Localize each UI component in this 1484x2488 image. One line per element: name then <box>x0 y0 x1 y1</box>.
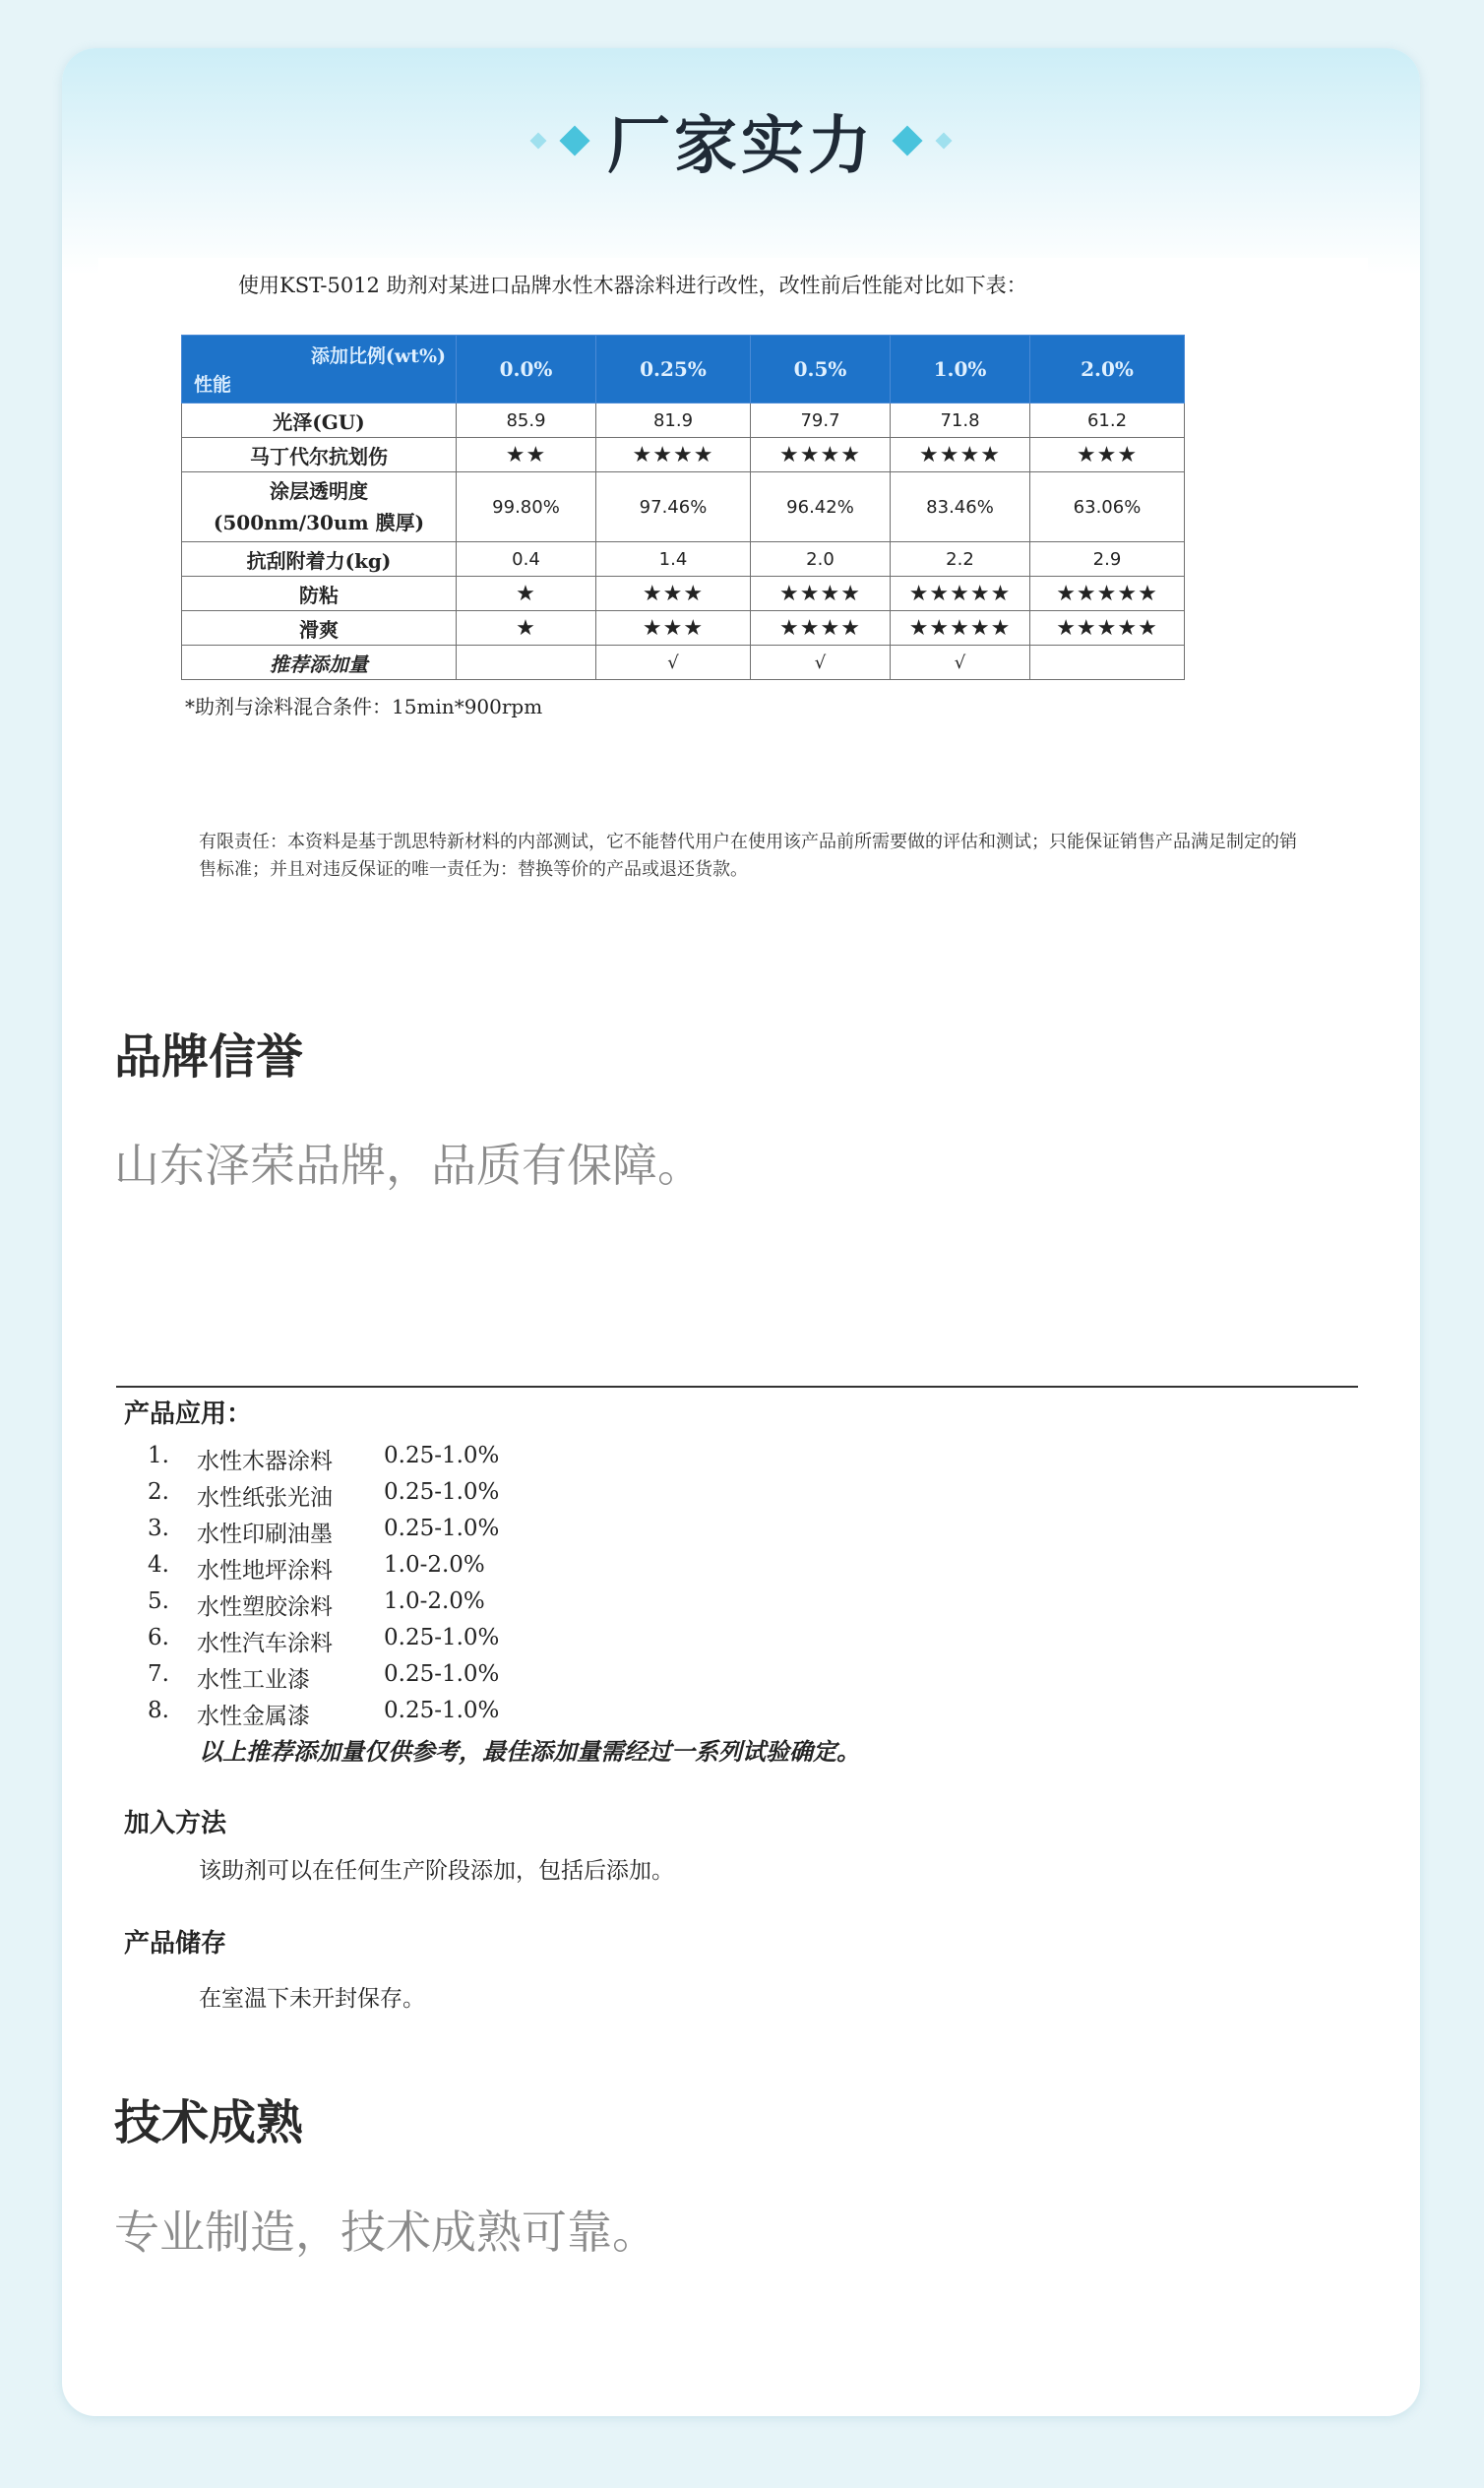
table-cell: 97.46% <box>596 472 751 542</box>
disclaimer-text: 有限责任：本资料是基于凯思特新材料的内部测试，它不能替代用户在使用该产品前所需要做的评估和测试；只能保证销售产品满足制定的销售标准；并且对违反保证的唯一责任为：替换等价的产品或退还货款。 <box>199 832 1297 880</box>
item-range: 0.25-1.0% <box>384 1698 500 1723</box>
table-row <box>182 404 1185 438</box>
item-number: 2. <box>148 1479 169 1505</box>
application-image <box>116 1358 1358 2047</box>
table-cell: ★★★★ <box>596 438 751 472</box>
right-diamonds <box>897 130 950 152</box>
table-cell: 85.9 <box>457 404 596 438</box>
table-cell: 81.9 <box>596 404 751 438</box>
row-label: 马丁代尔抗划伤 <box>182 438 457 472</box>
method-text: 该助剂可以在任何生产阶段添加，包括后添加。 <box>199 1858 674 1884</box>
item-name: 水性木器涂料 <box>197 1449 333 1474</box>
mixing-note: *助剂与涂料混合条件：15min*900rpm <box>185 695 543 718</box>
table-row <box>182 611 1185 646</box>
row-label: 涂层透明度 (500nm/30um 膜厚) <box>182 472 457 542</box>
section-text-tech: 专业制造，技术成熟可靠。 <box>114 2206 657 2259</box>
row-label: 光泽(GU) <box>182 404 457 438</box>
corner-bottom-label: 性能 <box>194 374 232 396</box>
item-number: 7. <box>148 1661 169 1687</box>
item-number: 1. <box>148 1443 169 1468</box>
table-cell: ★★★★ <box>751 611 891 646</box>
table-cell: 96.42% <box>751 472 891 542</box>
table-cell: 2.0 <box>751 542 891 577</box>
table-cell: 99.80% <box>457 472 596 542</box>
table-cell: 61.2 <box>1030 404 1185 438</box>
table-cell: 2.2 <box>891 542 1030 577</box>
method-heading: 加入方法 <box>124 1809 227 1838</box>
table-cell: ★★★★ <box>891 438 1030 472</box>
list-item <box>148 1698 499 1734</box>
table-cell: ★★★★ <box>751 577 891 611</box>
section-heading-brand: 品牌信誉 <box>114 1029 304 1085</box>
table-cell <box>1030 646 1185 680</box>
table-cell: ★★★★★ <box>891 611 1030 646</box>
list-item <box>148 1443 499 1479</box>
table-cell: 63.06% <box>1030 472 1185 542</box>
list-item <box>148 1661 499 1698</box>
table-cell: ★★★★★ <box>1030 611 1185 646</box>
divider-line <box>116 1386 1358 1388</box>
item-name: 水性印刷油墨 <box>197 1522 333 1547</box>
table-cell: √ <box>891 646 1030 680</box>
application-heading: 产品应用： <box>124 1400 253 1429</box>
section-heading-tech: 技术成熟 <box>114 2095 304 2150</box>
item-range: 0.25-1.0% <box>384 1479 500 1505</box>
table-intro: 使用KST-5012 助剂对某进口品牌水性木器涂料进行改性，改性前后性能对比如下表： <box>238 274 1027 297</box>
item-range: 0.25-1.0% <box>384 1625 500 1650</box>
table-cell: ★★★★★ <box>1030 577 1185 611</box>
header-corner-cell <box>182 336 457 404</box>
item-number: 6. <box>148 1625 169 1650</box>
table-cell: 79.7 <box>751 404 891 438</box>
corner-top-label: 添加比例(wt%) <box>310 345 446 367</box>
item-range: 1.0-2.0% <box>384 1588 485 1614</box>
item-name: 水性工业漆 <box>197 1667 310 1693</box>
table-cell: ★ <box>457 577 596 611</box>
table-cell <box>457 646 596 680</box>
diamond-big-icon <box>892 125 922 156</box>
table-cell: 0.4 <box>457 542 596 577</box>
row-label: 抗刮附着力(kg) <box>182 542 457 577</box>
list-item <box>148 1625 499 1661</box>
item-number: 5. <box>148 1588 169 1614</box>
table-row <box>182 542 1185 577</box>
table-cell: 1.4 <box>596 542 751 577</box>
list-item <box>148 1588 499 1625</box>
storage-heading: 产品储存 <box>124 1929 227 1959</box>
table-cell: 2.9 <box>1030 542 1185 577</box>
table-header-row <box>182 336 1185 404</box>
item-range: 0.25-1.0% <box>384 1443 500 1468</box>
table-cell: ★★ <box>457 438 596 472</box>
card-header <box>62 48 1420 275</box>
item-range: 0.25-1.0% <box>384 1661 500 1687</box>
storage-text: 在室温下未开封保存。 <box>199 1986 425 2012</box>
diamond-small-icon <box>530 133 547 150</box>
table-cell: √ <box>596 646 751 680</box>
table-cell: ★★★★★ <box>891 577 1030 611</box>
item-number: 3. <box>148 1516 169 1541</box>
item-range: 0.25-1.0% <box>384 1516 500 1541</box>
table-cell: √ <box>751 646 891 680</box>
column-header: 1.0% <box>891 336 1030 404</box>
table-cell: 71.8 <box>891 404 1030 438</box>
table-cell: ★★★ <box>596 611 751 646</box>
application-list <box>148 1443 499 1734</box>
item-name: 水性纸张光油 <box>197 1485 333 1511</box>
table-cell: ★ <box>457 611 596 646</box>
item-range: 1.0-2.0% <box>384 1552 485 1578</box>
page-title: 厂家实力 <box>607 110 875 183</box>
performance-table-image <box>98 258 1368 966</box>
table-cell: ★★★★ <box>751 438 891 472</box>
title-wrap <box>532 95 950 186</box>
row-label: 推荐添加量 <box>182 646 457 680</box>
table-row <box>182 577 1185 611</box>
table-cell: ★★★ <box>596 577 751 611</box>
row-label: 防粘 <box>182 577 457 611</box>
table-row <box>182 646 1185 680</box>
list-item <box>148 1552 499 1588</box>
item-number: 4. <box>148 1552 169 1578</box>
performance-table <box>181 335 1185 680</box>
diamond-big-icon <box>559 125 589 156</box>
table-row <box>182 438 1185 472</box>
diamond-small-icon <box>936 133 953 150</box>
item-name: 水性金属漆 <box>197 1704 310 1729</box>
list-item <box>148 1479 499 1516</box>
section-text-brand: 山东泽荣品牌，品质有保障。 <box>114 1139 703 1192</box>
column-header: 2.0% <box>1030 336 1185 404</box>
item-name: 水性塑胶涂料 <box>197 1594 333 1620</box>
item-number: 8. <box>148 1698 169 1723</box>
column-header: 0.5% <box>751 336 891 404</box>
item-name: 水性地坪涂料 <box>197 1558 333 1584</box>
column-header: 0.0% <box>457 336 596 404</box>
column-header: 0.25% <box>596 336 751 404</box>
table-cell: ★★★ <box>1030 438 1185 472</box>
list-item <box>148 1516 499 1552</box>
left-diamonds <box>532 130 586 152</box>
table-row <box>182 472 1185 542</box>
table-cell: 83.46% <box>891 472 1030 542</box>
row-label: 滑爽 <box>182 611 457 646</box>
dosage-note: 以上推荐添加量仅供参考，最佳添加量需经过一系列试验确定。 <box>199 1737 860 1766</box>
item-name: 水性汽车涂料 <box>197 1631 333 1656</box>
